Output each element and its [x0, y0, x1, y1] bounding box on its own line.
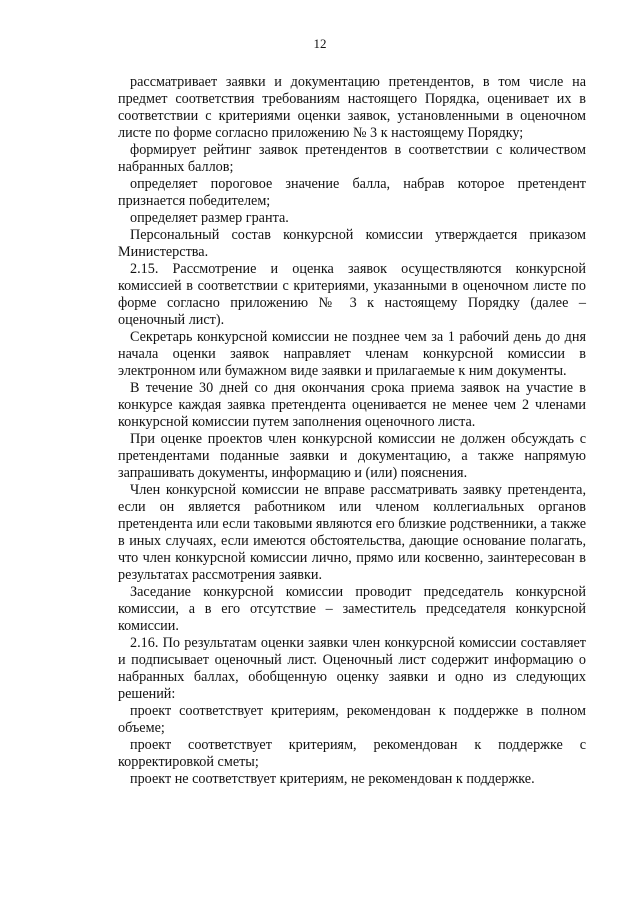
paragraph: Секретарь конкурсной комиссии не позднее чем за 1 рабочий день до дня начала оценки заявок направляет членам конкурсной комиссии в электронном или бумажном виде заявки и прилагаемые к ним документы. — [118, 329, 586, 379]
paragraph: 2.16. По результатам оценки заявки член конкурсной комиссии составляет и подписывает оценочный лист. Оценочный лист содержит информацию о набранных баллах, обобщенную оценку заявки и одно из следующих решений: — [118, 635, 586, 702]
paragraph: формирует рейтинг заявок претендентов в соответствии с количеством набранных баллов; — [118, 142, 586, 175]
paragraph: проект соответствует критериям, рекомендован к поддержке в полном объеме; — [118, 703, 586, 736]
paragraph: При оценке проектов член конкурсной комиссии не должен обсуждать с претендентами поданные заявки и документацию, а также напрямую запрашивать документы, информацию и (или) пояснения. — [118, 431, 586, 481]
paragraph: проект соответствует критериям, рекомендован к поддержке с корректировкой сметы; — [118, 737, 586, 770]
paragraph: рассматривает заявки и документацию претендентов, в том числе на предмет соответствия требованиям настоящего Порядка, оценивает их в соответствии с критериями оценки заявок, установленными в оценочном листе по форме согласно приложению № 3 к настоящему Порядку; — [118, 74, 586, 141]
paragraph: 2.15. Рассмотрение и оценка заявок осуществляются конкурсной комиссией в соответствии с критериями, указанными в оценочном листе по форме согласно приложению № 3 к настоящему Порядку (далее – оценочный лист). — [118, 261, 586, 328]
paragraph: Заседание конкурсной комиссии проводит председатель конкурсной комиссии, а в его отсутствие – заместитель председателя конкурсной комиссии. — [118, 584, 586, 634]
paragraph: определяет пороговое значение балла, набрав которое претендент признается победителем; — [118, 176, 586, 209]
paragraph: проект не соответствует критериям, не рекомендован к поддержке. — [130, 771, 535, 787]
document-body — [118, 74, 586, 788]
paragraph: Персональный состав конкурсной комиссии утверждается приказом Министерства. — [118, 227, 586, 260]
paragraph: определяет размер гранта. — [130, 210, 289, 226]
paragraph: Член конкурсной комиссии не вправе рассматривать заявку претендента, если он является работником или членом коллегиальных органов претендента или если таковыми являются его близкие родственники, а также в иных случаях, если имеются обстоятельства, дающие основание полагать, что член конкурсной комиссии лично, прямо или косвенно, заинтересован в результатах рассмотрения заявки. — [118, 482, 586, 583]
page-number: 12 — [313, 36, 327, 51]
paragraph: В течение 30 дней со дня окончания срока приема заявок на участие в конкурсе каждая заявка претендента оценивается не менее чем 2 членами конкурсной комиссии путем заполнения оценочного листа. — [118, 380, 586, 430]
